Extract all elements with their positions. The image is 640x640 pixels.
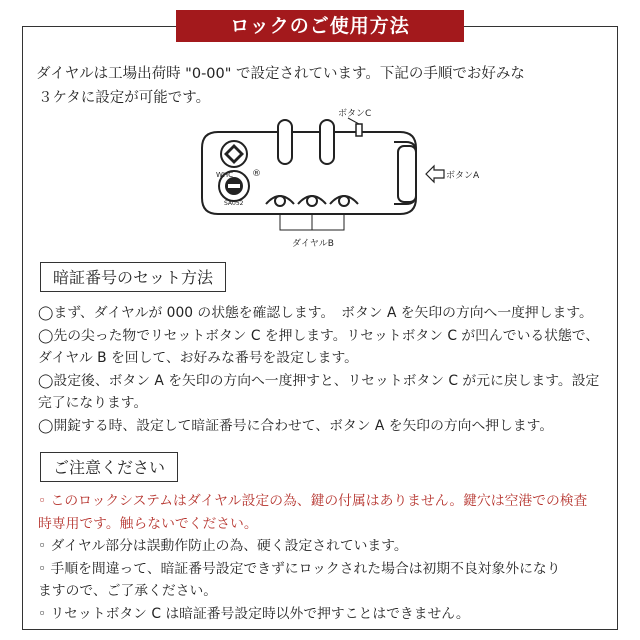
step-line: ダイヤル B を回して、お好みな番号を設定します。: [38, 350, 358, 366]
setup-steps: [38, 302, 618, 437]
step-line: ◯まず、ダイヤルが 000 の状態を確認します。 ボタン A を矢印の方向へ一度押します。: [38, 305, 593, 321]
button-c-label: ボタンC: [338, 109, 372, 119]
tsa-logo-icon: [221, 141, 247, 167]
registered-mark: ®: [252, 169, 261, 179]
shackle-slot: [278, 120, 292, 164]
page-title: ロックのご使用方法: [176, 10, 464, 42]
step-line: ◯先の尖った物でリセットボタン C を押します。リセットボタン C が凹んでいる状態で、: [38, 327, 600, 344]
logo-text: WHC: [216, 171, 234, 179]
warning-line: 時専用です。触らないでください。: [38, 515, 258, 532]
note-line: ますので、ご了承ください。: [38, 583, 218, 599]
note-line: ◦ リセットボタン C は暗証番号設定時以外で押すことはできません。: [38, 605, 470, 622]
arrow-left-icon: [426, 166, 444, 182]
intro-line: ダイヤルは工場出荷時 "0-00" で設定されています。下記の手順でお好みな: [36, 66, 525, 82]
step-line: 完了になります。: [38, 395, 148, 411]
warning-line: ◦ このロックシステムはダイヤル設定の為、鍵の付属はありません。鍵穴は空港での検査: [38, 493, 588, 509]
step-line: ◯開錠する時、設定して暗証番号に合わせて、ボタン A を矢印の方向へ押します。: [38, 417, 554, 434]
step-line: ◯設定後、ボタン A を矢印の方向へ一度押すと、リセットボタン C が元に戻します。設定: [38, 372, 600, 389]
intro-line: ３ケタに設定が可能です。: [38, 90, 211, 106]
section-heading-setup: 暗証番号のセット方法: [40, 262, 226, 292]
reset-button-c: [356, 124, 362, 136]
shackle-slot: [320, 120, 334, 164]
intro-text: [36, 62, 606, 110]
note-line: ◦ 手順を間違って、暗証番号設定できずにロックされた場合は初期不良対象外になり: [38, 560, 561, 577]
section-heading-caution: ご注意ください: [40, 452, 178, 482]
note-line: ◦ ダイヤル部分は誤動作防止の為、硬く設定されています。: [38, 538, 408, 554]
dial-b-label: ダイヤルB: [292, 239, 334, 249]
caution-notes: [38, 490, 618, 625]
badge-text: SA052: [224, 200, 244, 207]
button-a: [398, 146, 416, 202]
button-a-label: ボタンA: [446, 171, 480, 181]
lock-diagram: [180, 104, 520, 254]
